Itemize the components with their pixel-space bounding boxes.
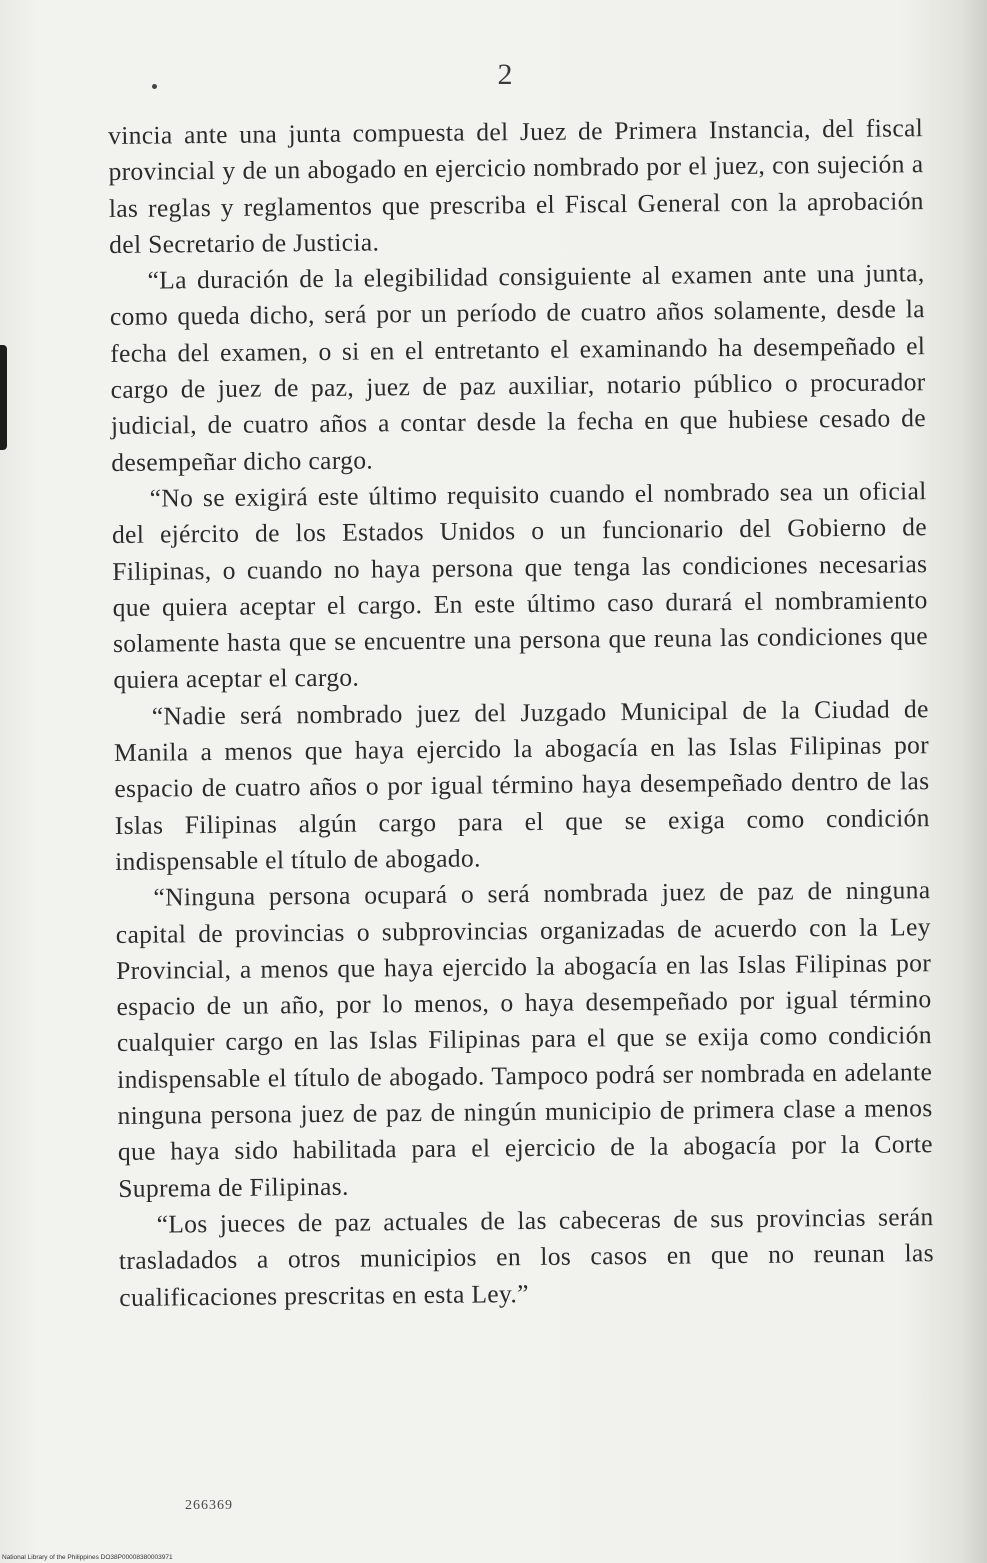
paragraph-2: “La duración de la elegibilidad consiguiente al examen ante una junta, como queda dicho, será por un período de cuatro años solamente, desde la fecha del examen, o si en el entretanto el examinando ha desempeñado el cargo de juez de paz, juez de paz auxiliar, notario público o procurador judicial, de cuatro años a contar desde la fecha en que hubiese cesado de desempeñar dicho cargo.	[109, 258, 927, 477]
paragraph-4: “Nadie será nombrado juez del Juzgado Municipal de la Ciudad de Manila a menos que haya ejercido la abogacía en las Islas Filipinas por espacio de cuatro años o por igual término haya desempeñado dentro de las Islas Filipinas algún cargo para el que se exiga como condición indispensable el título de abogado.	[113, 693, 930, 876]
catalog-number: 266369	[185, 1498, 233, 1513]
paragraph-3: “No se exigirá este último requisito cuando el nombrado sea un oficial del ejército de los Estados Unidos o un funcionario del Gobierno de Filipinas, o cuando no haya persona que tenga las condiciones necesarias que quiera aceptar el cargo. En este último caso durará el nombramiento solamente hasta que se encuentre una persona que reuna las condiciones que quiera aceptar el cargo.	[111, 476, 929, 695]
paragraph-6: “Los jueces de paz actuales de las cabeceras de sus provincias serán trasladados a otros municipios en los casos en que no reunan las cualificaciones prescritas en esta Ley.”	[118, 1202, 935, 1312]
body-text	[108, 110, 934, 1316]
paragraph-1: vincia ante una junta compuesta del Juez de Primera Instancia, del fiscal provincial y de un abogado en ejercicio nombrado por el juez, con sujeción a las reglas y reglamentos que prescriba el Fiscal General con la aprobación del Secretario de Justicia.	[108, 113, 924, 259]
binding-edge-mark	[0, 345, 7, 450]
paragraph-5: “Ninguna persona ocupará o será nombrada juez de paz de ninguna capital de provincias o subprovincias organizadas de acuerdo con la Ley Provincial, a menos que haya ejercido la abogacía en las Islas Filipinas por espacio de un año, por lo menos, o haya desempeñado por igual término cualquier cargo en las Islas Filipinas para el que se exija como condición indispensable el título de abogado. Tampoco podrá ser nombrada en adelante ninguna persona juez de paz de ningún municipio de primera clase a menos que haya sido habilitada para el ejercicio de la abogacía por la Corte Suprema de Filipinas.	[115, 875, 934, 1203]
scan-footer: National Library of the Philippines DO38P00008380003971	[2, 1554, 173, 1561]
page-number: 2	[497, 58, 513, 91]
